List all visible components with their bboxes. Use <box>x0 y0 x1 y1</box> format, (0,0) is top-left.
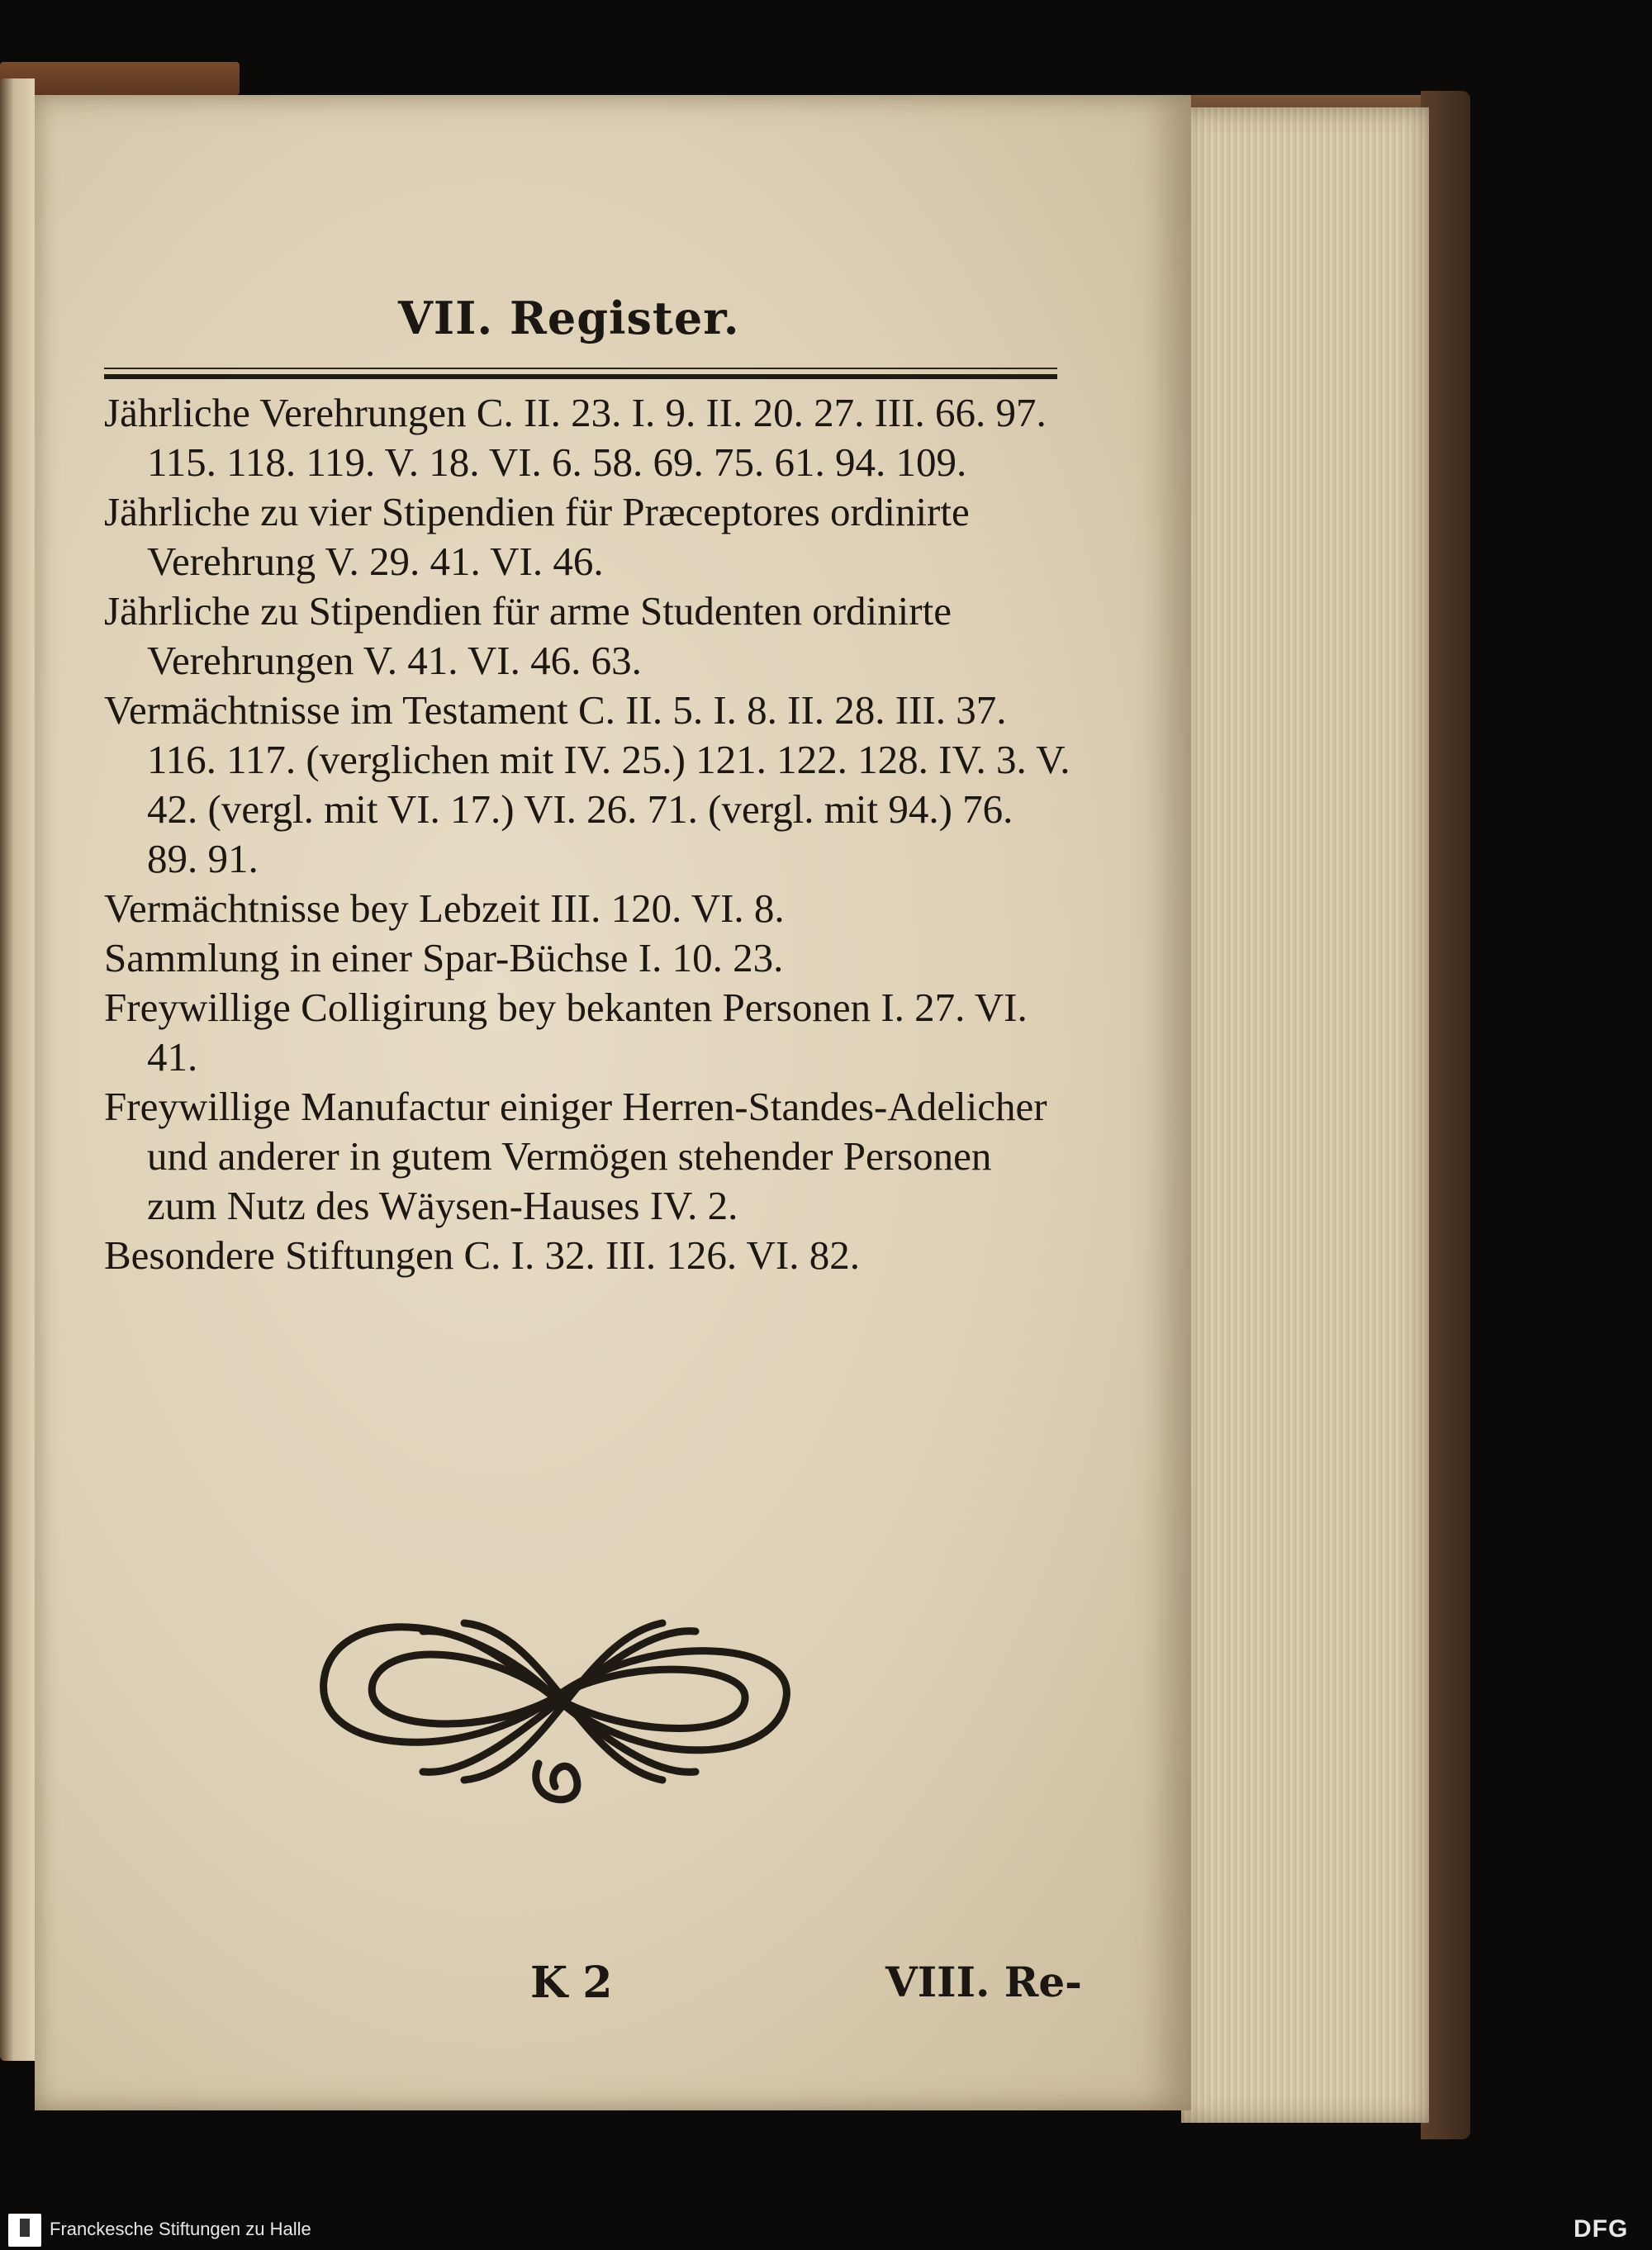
flourish-ornament-icon <box>299 1574 811 1821</box>
header-rule-thin <box>104 368 1057 369</box>
page-stack <box>1181 107 1429 2123</box>
register-entries <box>104 388 1070 1280</box>
catchword: VIII. Re- <box>885 1958 1082 2006</box>
book-page <box>35 95 1191 2110</box>
register-entry: Jährliche zu Stipendien für arme Studenten ordinirte Verehrungen V. 41. VI. 46. 63. <box>104 588 952 683</box>
institution-credit: Franckesche Stiftungen zu Halle <box>50 2219 311 2239</box>
leather-binding-edge <box>0 62 240 95</box>
register-entry: Besondere Stiftungen C. I. 32. III. 126. VI. 82. <box>104 1232 860 1278</box>
institution-logo-icon <box>8 2214 41 2247</box>
register-entry: Sammlung in einer Spar-Büchse I. 10. 23. <box>104 935 784 980</box>
header-rule <box>104 374 1057 379</box>
register-entry: Vermächtnisse im Testament C. II. 5. I. 8. II. 28. III. 37. 116. 117. (verglichen mit IV. 25.) 121. 122. 128. IV. 3. V. 42. (vergl. mit VI. 17.) VI. 26. 71. (vergl. mit 94.) 76. 89. 91. <box>104 687 1070 881</box>
funder-logo: DFG <box>1574 2215 1629 2243</box>
register-entry: Jährliche zu vier Stipendien für Præceptores ordinirte Verehrung V. 29. 41. VI. 46. <box>104 489 970 584</box>
register-entry: Freywillige Colligirung bey bekanten Personen I. 27. VI. 41. <box>104 985 1028 1080</box>
previous-page-edge <box>0 78 35 2061</box>
register-entry: Vermächtnisse bey Lebzeit III. 120. VI. 8. <box>104 885 785 931</box>
signature-mark: K 2 <box>530 1958 613 2008</box>
register-entry: Jährliche Verehrungen C. II. 23. I. 9. II. 20. 27. III. 66. 97. 115. 118. 119. V. 18. VI. 6. 58. 69. 75. 61. 94. 109. <box>104 390 1047 485</box>
page-header: VII. Register. <box>398 292 740 344</box>
register-entry: Freywillige Manufactur einiger Herren-Standes-Adelicher und anderer in gutem Vermögen stehender Personen zum Nutz des Wäysen-Hauses IV. 2. <box>104 1084 1047 1228</box>
